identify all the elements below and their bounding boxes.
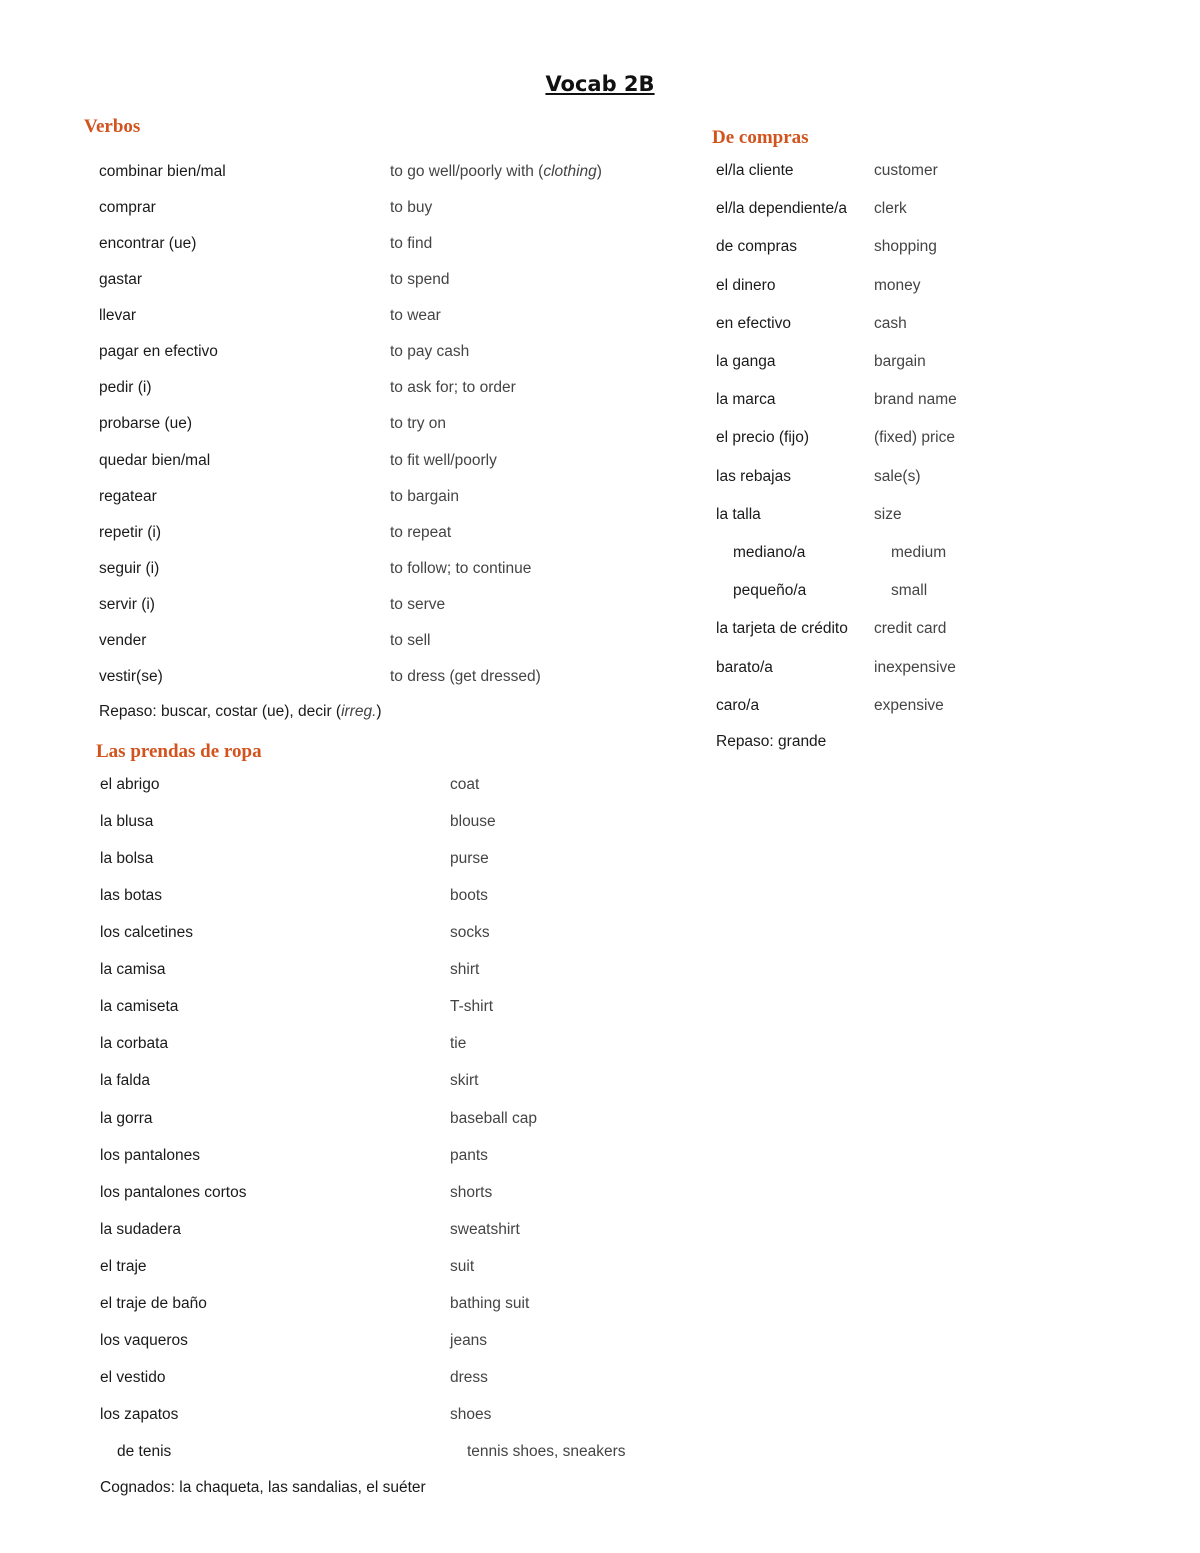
english-translation: clerk	[874, 200, 907, 218]
spanish-term: quedar bien/mal	[99, 451, 211, 469]
english-translation: T-shirt	[450, 998, 494, 1016]
spanish-term: la bolsa	[100, 850, 154, 868]
spanish-term: el precio (fijo)	[716, 429, 810, 447]
spanish-term: mediano/a	[733, 544, 806, 561]
english-translation: to follow; to continue	[390, 559, 532, 577]
english-translation: jeans	[450, 1331, 488, 1349]
english-translation: to repeat	[390, 523, 452, 541]
spanish-term: la tarjeta de crédito	[716, 620, 848, 638]
spanish-term: repetir (i)	[99, 523, 162, 541]
spanish-term: probarse (ue)	[99, 415, 193, 433]
english-translation: (fixed) price	[874, 429, 955, 447]
english-translation: to spend	[390, 271, 450, 289]
spanish-term: regatear	[99, 487, 157, 505]
english-translation: shopping	[874, 238, 937, 256]
english-translation: to try on	[390, 415, 446, 433]
spanish-term: la ganga	[716, 353, 776, 370]
english-translation: credit card	[874, 620, 947, 638]
english-translation: bathing suit	[450, 1294, 530, 1312]
spanish-term: vender	[99, 631, 147, 649]
english-translation: sweatshirt	[450, 1220, 520, 1238]
spanish-term: los pantalones	[100, 1146, 200, 1164]
english-translation: inexpensive	[874, 658, 956, 676]
spanish-term: de tenis	[117, 1443, 172, 1461]
spanish-term: el traje de baño	[100, 1294, 207, 1312]
spanish-term: el abrigo	[100, 776, 160, 793]
english-translation: expensive	[874, 696, 944, 714]
spanish-term: llevar	[99, 307, 137, 325]
english-translation: shoes	[450, 1406, 492, 1424]
english-translation: customer	[874, 162, 938, 179]
compras-repaso: Repaso: grande	[716, 733, 827, 750]
spanish-term: vestir(se)	[99, 667, 163, 685]
english-translation: to fit well/poorly	[390, 451, 497, 469]
spanish-term: los pantalones cortos	[100, 1183, 247, 1201]
english-translation: to wear	[390, 307, 441, 325]
spanish-term: la sudadera	[100, 1220, 182, 1238]
english-translation: brand name	[874, 391, 957, 409]
english-translation: baseball cap	[450, 1109, 538, 1127]
spanish-term: la corbata	[100, 1035, 169, 1053]
english-translation: money	[874, 276, 921, 294]
spanish-term: el/la dependiente/a	[716, 200, 848, 218]
english-translation: bargain	[874, 353, 926, 370]
english-translation: to serve	[390, 595, 446, 613]
spanish-term: las rebajas	[716, 467, 791, 485]
english-translation: small	[891, 582, 928, 600]
verbos-repaso: Repaso: buscar, costar (ue), decir (irreg.)	[99, 703, 382, 720]
english-translation: to pay cash	[390, 343, 470, 361]
spanish-term: el traje	[100, 1257, 147, 1275]
spanish-term: el/la cliente	[716, 162, 794, 179]
english-translation: to sell	[390, 631, 431, 649]
spanish-term: servir (i)	[99, 595, 155, 613]
compras-heading: De compras	[712, 127, 809, 148]
ropa-heading: Las prendas de ropa	[96, 741, 262, 762]
spanish-term: las botas	[100, 887, 163, 905]
english-translation: dress	[450, 1368, 488, 1386]
spanish-term: pagar en efectivo	[99, 343, 218, 361]
page-title: Vocab 2B	[545, 72, 655, 96]
spanish-term: el dinero	[716, 276, 776, 294]
english-translation: to find	[390, 235, 433, 253]
english-translation: cash	[874, 314, 907, 332]
spanish-term: pedir (i)	[99, 379, 152, 397]
english-translation: suit	[450, 1257, 475, 1275]
english-translation: purse	[450, 850, 489, 868]
spanish-term: la marca	[716, 391, 776, 409]
spanish-term: barato/a	[716, 658, 773, 676]
spanish-term: seguir (i)	[99, 559, 160, 577]
english-translation: medium	[891, 544, 947, 561]
spanish-term: los zapatos	[100, 1406, 179, 1424]
english-translation: socks	[450, 924, 490, 942]
spanish-term: caro/a	[716, 696, 760, 714]
spanish-term: comprar	[99, 199, 156, 217]
spanish-term: gastar	[99, 271, 143, 289]
spanish-term: encontrar (ue)	[99, 235, 197, 253]
english-translation: shirt	[450, 961, 480, 979]
english-translation: to ask for; to order	[390, 379, 516, 397]
english-translation: coat	[450, 776, 480, 793]
spanish-term: combinar bien/mal	[99, 163, 226, 180]
spanish-term: los calcetines	[100, 924, 194, 942]
spanish-term: pequeño/a	[733, 582, 807, 600]
english-translation: skirt	[450, 1072, 479, 1090]
spanish-term: los vaqueros	[100, 1331, 188, 1349]
spanish-term: la talla	[716, 505, 761, 523]
english-translation: sale(s)	[874, 467, 921, 485]
spanish-term: la falda	[100, 1072, 150, 1090]
english-translation: size	[874, 505, 902, 523]
ropa-cognados: Cognados: la chaqueta, las sandalias, el suéter	[100, 1479, 426, 1496]
english-translation: to buy	[390, 199, 433, 217]
spanish-term: la gorra	[100, 1109, 153, 1127]
spanish-term: la camiseta	[100, 998, 179, 1016]
spanish-term: la blusa	[100, 813, 154, 831]
english-translation: blouse	[450, 813, 496, 831]
english-translation: tennis shoes, sneakers	[467, 1443, 626, 1461]
english-translation: pants	[450, 1146, 488, 1164]
spanish-term: en efectivo	[716, 314, 791, 332]
english-translation: to go well/poorly with (clothing)	[390, 163, 602, 180]
spanish-term: la camisa	[100, 961, 166, 979]
spanish-term: de compras	[716, 238, 797, 256]
english-translation: shorts	[450, 1183, 493, 1201]
english-translation: to dress (get dressed)	[390, 667, 541, 685]
english-translation: to bargain	[390, 487, 459, 505]
english-translation: tie	[450, 1035, 467, 1053]
spanish-term: el vestido	[100, 1368, 166, 1386]
verbos-heading: Verbos	[84, 116, 141, 137]
english-translation: boots	[450, 887, 488, 905]
